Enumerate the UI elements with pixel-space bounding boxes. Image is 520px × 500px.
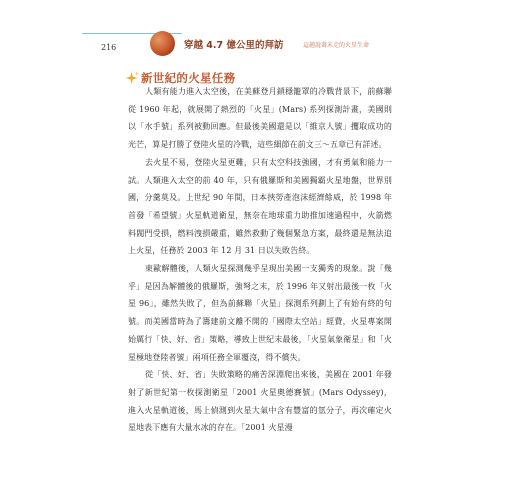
page-number: 216 [101, 43, 117, 52]
paragraph: 從「快、好、省」失敗策略的痛苦深淵爬出來後，美國在 2001 年發射了新世紀第一枚探測衛星「2001 火星奧德賽號」(Mars Odyssey)，進入火星軌道後，馬上偵測到火星大氣中含有豐富的氫分子，再次確定火星地表下應有大量水冰的存在。「2001 火星漫 [128, 370, 392, 433]
paragraph: 東歐解體後，人類火星探測幾乎呈現出美國一支獨秀的現象。說「幾乎」是因為解體後的俄羅斯，強弩之末，於 1996 年又射出最後一枚「火星 96」，雖然失敗了，但為前蘇聯「火星」探測系列劃上了有始有終的句號。而美國當時為了籌建前文離不開的「國際太空站」經費，火星專案開始厲行「快、好、省」策略，導致上世紀末最後，「火星氣象衛星」和「火星極地登陸者號」兩項任務全軍覆沒，得不償失。 [128, 264, 392, 362]
paragraph: 人類有能力進入太空後，在美蘇登月鎖穩籠罩的冷戰背景下，前蘇聯從 1960 年起，就展開了熱烈的「火星」(Mars) 系列探測計畫，美國則以「水手號」系列被動回應。但最後美國還是以「維京人號」攫取成功的光芒，算是打勝了登陸火星的冷戰，這些細節在前文三～五章已有詳述。 [128, 87, 392, 150]
section-title: 新世紀的火星任務 [141, 71, 236, 85]
book-title: 穿越 4.7 億公里的拜訪 [184, 40, 284, 51]
paragraph: 去火星不易，登陸火星更難，只有太空科技強國，才有勇氣和能力一試。人類進入太空的前 40 年，只有俄羅斯和美國獨霸火星地盤，世界別國，分羹莫及。上世紀 90 年間，日本挾勞產泡沫經濟餘威，於 1998 年首發「希望號」火星軌道衛星，無奈在地球重力助推加速過程中，火箭燃料閥門受損，燃料洩損嚴重，雖然救動了幾個緊急方案，最終還是無法追上火星，任務於 2003 年 12 月 31 日以失敗告終。 [128, 157, 392, 256]
mars-planet-icon [150, 31, 175, 56]
book-subtitle: 這趟說著未走的火星生命 [303, 42, 370, 49]
body-text [128, 83, 392, 437]
